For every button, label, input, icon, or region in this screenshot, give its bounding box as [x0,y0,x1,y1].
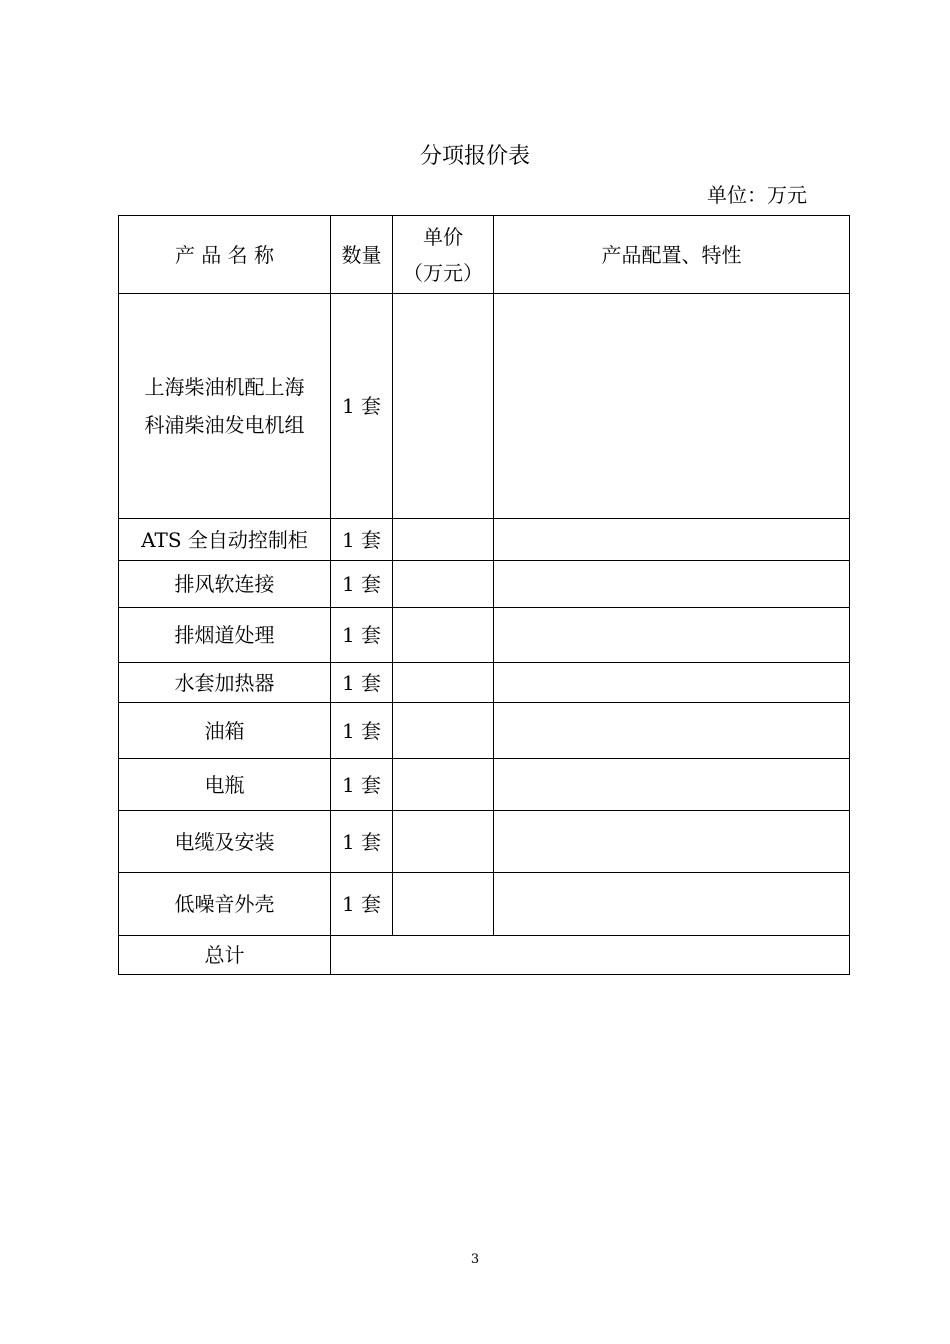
unit-price-cell [393,608,494,663]
quantity-cell: 1 套 [331,759,393,811]
unit-price-cell [393,294,494,519]
header-quantity: 数量 [331,216,393,294]
unit-price-cell [393,663,494,703]
config-cell [494,703,850,759]
header-unit-price-line1: 单价 [423,224,463,249]
header-unit-price [393,216,494,294]
quantity-cell: 1 套 [331,663,393,703]
product-name-cell: ATS 全自动控制柜 [119,519,331,561]
quantity-cell: 1 套 [331,519,393,561]
product-name-line1: 上海柴油机配上海 [144,375,305,399]
header-unit-price-line2: （万元） [403,260,483,285]
quantity-cell: 1 套 [331,703,393,759]
product-name-cell: 电缆及安装 [119,811,331,873]
quotation-table [118,215,850,975]
unit-label: 单位：万元 [707,183,807,207]
config-cell [494,873,850,936]
table-row [119,703,850,759]
table-row [119,811,850,873]
unit-price-cell [393,519,494,561]
quantity-cell: 1 套 [331,873,393,936]
total-label: 总计 [119,936,331,975]
config-cell [494,608,850,663]
table-row [119,561,850,608]
config-cell [494,811,850,873]
unit-price-cell [393,811,494,873]
config-cell [494,294,850,519]
product-name-cell: 排烟道处理 [119,608,331,663]
unit-price-cell [393,703,494,759]
product-name-cell: 低噪音外壳 [119,873,331,936]
quantity-cell: 1 套 [331,561,393,608]
config-cell [494,759,850,811]
unit-price-cell [393,873,494,936]
unit-price-cell [393,759,494,811]
table-row [119,519,850,561]
config-cell [494,519,850,561]
quantity-cell: 1 套 [331,811,393,873]
table-row [119,294,850,519]
table-row [119,663,850,703]
header-config: 产品配置、特性 [494,216,850,294]
product-name-cell: 油箱 [119,703,331,759]
quantity-cell: 1 套 [331,294,393,519]
product-name-cell: 电瓶 [119,759,331,811]
page-title: 分项报价表 [419,144,530,169]
quantity-cell: 1 套 [331,608,393,663]
config-cell [494,663,850,703]
product-name-cell [119,294,331,519]
unit-price-cell [393,561,494,608]
header-row [119,216,850,294]
config-cell [494,561,850,608]
total-row [119,936,850,975]
page-number: 3 [470,1252,480,1267]
table-row [119,608,850,663]
product-name-line2: 科浦柴油发电机组 [144,413,305,437]
product-name-cell: 排风软连接 [119,561,331,608]
header-product-name: 产 品 名 称 [119,216,331,294]
table-row [119,759,850,811]
table-row [119,873,850,936]
total-value [331,936,850,975]
product-name-cell: 水套加热器 [119,663,331,703]
